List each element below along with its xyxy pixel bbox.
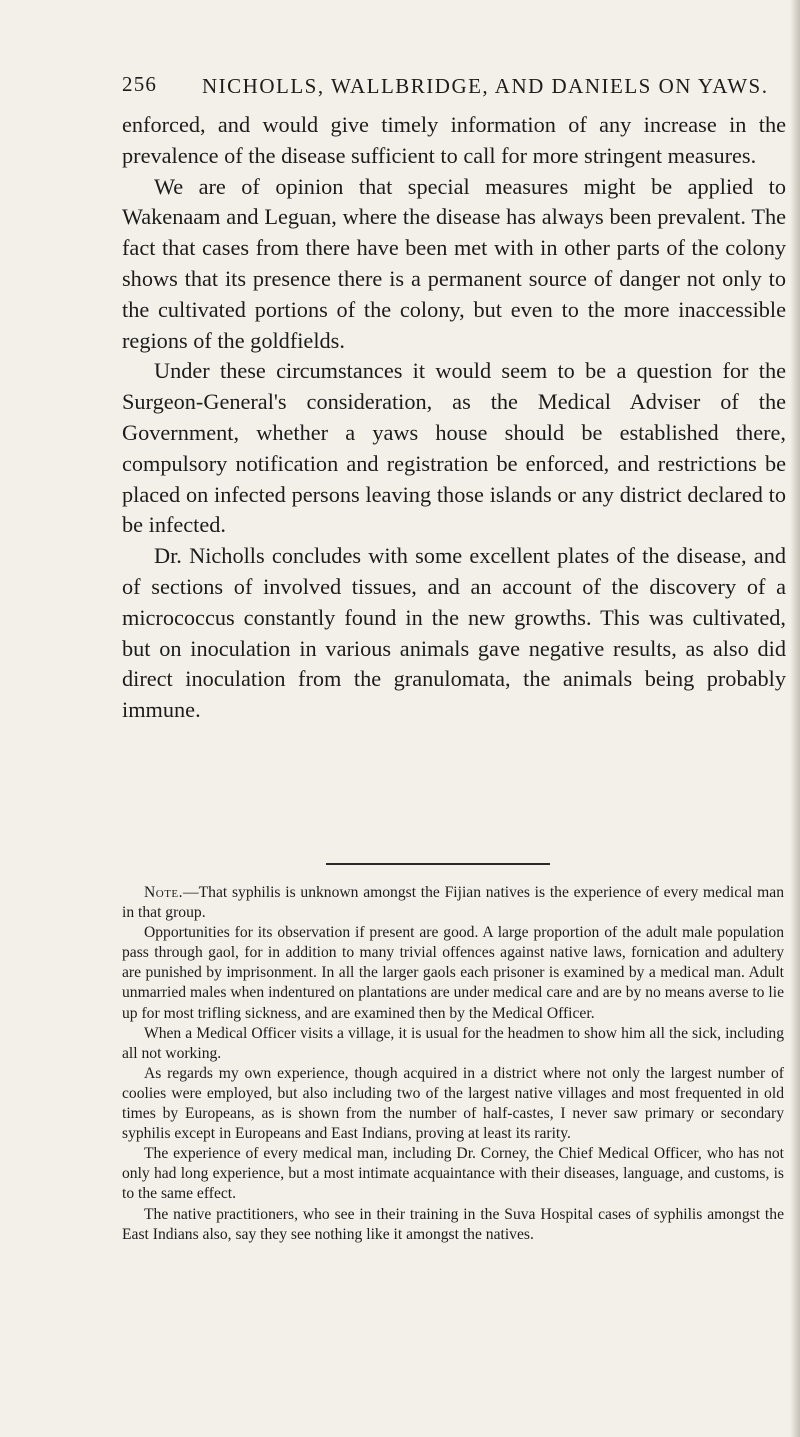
section-divider: [326, 863, 550, 865]
paragraph-conclusion: Dr. Nicholls concludes with some excellent plates of the disease, and of sections of involved tissues, and an account of the discovery of a micrococcus constantly found in the new growths. This was cultivated, but on inoculation in various animals gave negative results, as also did direct inoculation from the granulomata, the animals being probably immune.: [122, 543, 786, 723]
paragraph-continued: enforced, and would give timely information of any increase in the prevalence of the disease sufficient to call for more stringent measures.: [122, 112, 786, 168]
note-paragraph: [122, 883, 784, 923]
note-paragraph: The experience of every medical man, including Dr. Corney, the Chief Medical Officer, who has not only had long experience, but a most intimate acquaintance with their diseases, language, and customs, is to the same effect.: [122, 1145, 784, 1203]
running-head: NICHOLLS, WALLBRIDGE, AND DANIELS ON YAWS.: [202, 74, 769, 98]
paragraph-circumstances: Under these circumstances it would seem to be a question for the Surgeon-General's consideration, as the Medical Adviser of the Government, whether a yaws house should be established there, compulsory notification and registration be enforced, and restrictions be placed on infected persons leaving those islands or any district declared to be infected.: [122, 358, 786, 538]
note-paragraph: The native practitioners, who see in their training in the Suva Hospital cases of syphilis amongst the East Indians also, say they see nothing like it amongst the natives.: [122, 1205, 784, 1243]
page-header: [122, 72, 782, 106]
footnote-section: [122, 883, 784, 1245]
note-paragraph: When a Medical Officer visits a village, it is usual for the headmen to show him all the sick, including all not working.: [122, 1024, 784, 1062]
note-first-text: —That syphilis is unknown amongst the Fijian natives is the experience of every medical man in that group.: [122, 884, 784, 922]
note-paragraph: As regards my own experience, though acquired in a district where not only the largest number of coolies were employed, but also including two of the largest native villages and most frequented in old times by Europeans, as is shown from the number of half-castes, I never saw primary or secondary syphilis except in Europeans and East Indians, proving at least its rarity.: [122, 1064, 784, 1143]
page-number: 256: [122, 72, 158, 96]
page-edge-shadow: [790, 0, 800, 1437]
note-paragraph: Opportunities for its observation if present are good. A large proportion of the adult male population pass through gaol, for in addition to many trivial offences against native laws, fornication and adultery are punished by imprisonment. In all the larger gaols each prisoner is examined by a medical man. Adult unmarried males when indentured on plantations are under medical care and are by no means averse to lie up for most trifling sickness, and are examined then by the Medical Officer.: [122, 924, 784, 1022]
paragraph-special-measures: We are of opinion that special measures might be applied to Wakenaam and Leguan, where the disease has always been prevalent. The fact that cases from there have been met with in other parts of the colony shows that its presence there is a permanent source of danger not only to the cultivated portions of the colony, but even to the more inaccessible regions of the goldfields.: [122, 173, 786, 353]
note-label: Note.: [144, 884, 184, 901]
main-text: [122, 110, 786, 726]
